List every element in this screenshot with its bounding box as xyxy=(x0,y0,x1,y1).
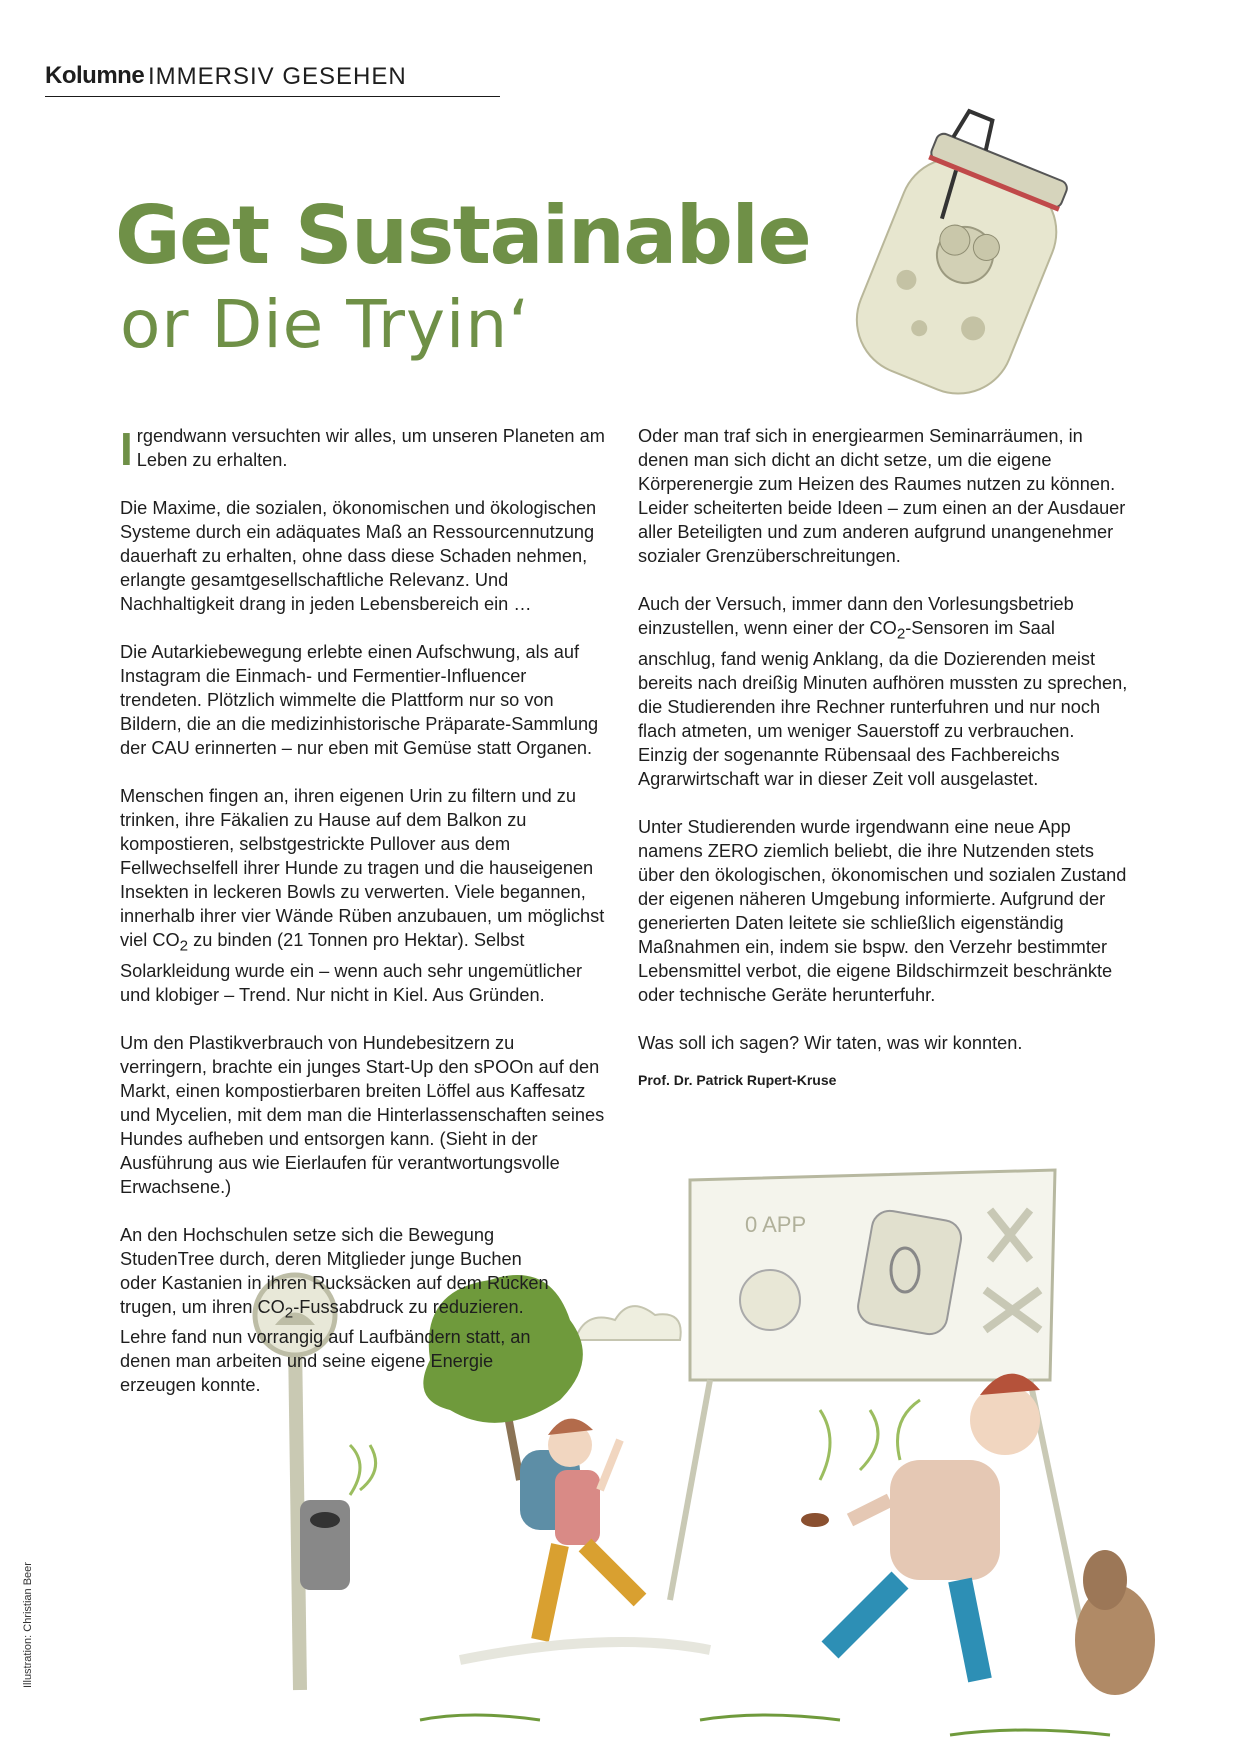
subscript: 2 xyxy=(284,1304,294,1322)
article-paragraph: Was soll ich sagen? Wir taten, was wir konnten. xyxy=(638,1032,1023,1053)
text-segment: An den Hochschulen setze sich die Bewegung StudenTree durch, deren Mitglieder junge Buchen oder Kastanien in ihren Rucksäcken auf dem Rücken trugen, um ihren CO xyxy=(120,1224,549,1317)
article-paragraph xyxy=(120,784,605,1007)
illustration-credit: Illustration: Christian Beer xyxy=(22,1562,34,1688)
student-illustration xyxy=(520,1419,640,1640)
text-segment: -Sensoren im Saal anschlug, fand wenig Anklang, da die Dozierenden meist bereits nach dreißig Minuten aufhören mussten zu sprechen, die Studierenden ihre Rechner runterfuhren und nur noch flach atmeten, um weniger Sauerstoff zu verbrauchen. Einzig der sogenannte Rübensaal des Fachbereichs Agrarwirtschaft war in dieser Zeit voll ausgelastet. xyxy=(638,618,1128,789)
man-illustration xyxy=(801,1374,1040,1680)
article-subtitle: or Die Tryin‘ xyxy=(120,286,531,363)
author-name: Prof. Dr. Patrick Rupert-Kruse xyxy=(638,1071,837,1088)
article-paragraph: Die Maxime, die sozialen, ökonomischen und ökologischen Systeme durch ein adäquates Maß an Ressourcennutzung dauerhaft zu erhalten, ohne dass diese Schaden nehmen, erlangte gesamtgesellschaftliche Relevanz. Und Nachhaltigkeit drang in jeden Lebensbereich ein … xyxy=(120,498,597,614)
billboard-app-label: 0 APP xyxy=(745,1212,807,1237)
article-paragraph xyxy=(120,1223,560,1398)
column-label: Kolumne xyxy=(45,62,145,89)
fermentation-jar-illustration xyxy=(840,100,1089,410)
text-segment: zu binden (21 Tonnen pro Hektar). Selbst Solarkleidung wurde ein – wenn auch sehr ungemütlicher und klobiger – Trend. Nur nicht in Kiel. Aus Gründen. xyxy=(120,930,583,1005)
text-segment: Auch der Versuch, immer dann den Vorlesungsbetrieb einzustellen, wenn einer der CO xyxy=(638,594,1074,638)
article-paragraph xyxy=(638,592,1128,791)
article-paragraph: Oder man traf sich in energiearmen Seminarräumen, in denen man sich dicht an dicht setze, um die eigene Körperenergie zum Heizen des Raumes nutzen zu können. Leider scheiterten beide Ideen – zum einen an der Ausdauer aller Beteiligten und zum anderen aufgrund unangenehmer sozialer Grenzüberschreitungen. xyxy=(638,426,1126,566)
subscript: 2 xyxy=(179,937,189,955)
dog-illustration xyxy=(1075,1550,1155,1695)
article-title: Get Sustainable xyxy=(115,189,811,282)
intro-text: rgendwann versuchten wir alles, um unseren Planeten am Leben zu erhalten. xyxy=(136,426,605,470)
section-label: IMMERSIV GESEHEN xyxy=(148,63,407,90)
article-right-column xyxy=(638,424,1128,1089)
text-segment: Menschen fingen an, ihren eigenen Urin zu filtern und zu trinken, ihre Fäkalien zu Hause auf dem Balkon zu kompostieren, selbstgestrickte Pullover aus dem Fellwechselfell ihrer Hunde zu tragen und die hauseigenen Insekten in leckeren Bowls zu verwerten. Viele begannen, innerhalb ihrer vier Wände Rüben anzubauen, um möglichst viel CO xyxy=(120,786,605,950)
article-paragraph: Die Autarkiebewegung erlebte einen Aufschwung, als auf Instagram die Einmach- und Fermentier-Influencer trendeten. Plötzlich wimmelte die Plattform nur so von Bildern, die an die medizinhistorische Präparate-Sammlung der CAU erinnerten – nur eben mit Gemüse statt Organen. xyxy=(120,642,599,758)
article-paragraph: Um den Plastikverbrauch von Hundebesitzern zu verringern, brachte ein junges Start-Up den sPOOn auf den Markt, einen kompostierbaren breiten Löffel aus Kaffesatz und Mycelien, mit dem man die Hinterlassenschaften seines Hundes aufheben und entsorgen kann. (Sieht in der Ausführung aus wie Eierlaufen für verantwortungsvolle Erwachsene.) xyxy=(120,1032,605,1197)
subscript: 2 xyxy=(896,625,906,643)
drop-cap: I xyxy=(120,423,133,475)
article-paragraph xyxy=(120,423,605,475)
article-left-column xyxy=(120,424,605,1421)
ground-illustration xyxy=(420,1642,1110,1735)
article-paragraph: Unter Studierenden wurde irgendwann eine neue App namens ZERO ziemlich beliebt, die ihre Nutzenden stets über den ökologischen, ökonomischen und sozialen Zustand der eigenen näheren Umgebung informierte. Aufgrund der generierten Daten leitete sie schließlich eigenständig Maßnahmen ein, indem sie bspw. den Verzehr bestimmter Lebensmittel verbot, die eigene Bildschirmzeit beschränkte oder technische Geräte herunterfuhr. xyxy=(638,816,1127,1005)
text-segment: -Fussabdruck zu reduzieren. Lehre fand nun vorrangig auf Laufbändern statt, an denen man arbeiten und seine eigene Energie erzeugen konnte. xyxy=(120,1296,531,1396)
